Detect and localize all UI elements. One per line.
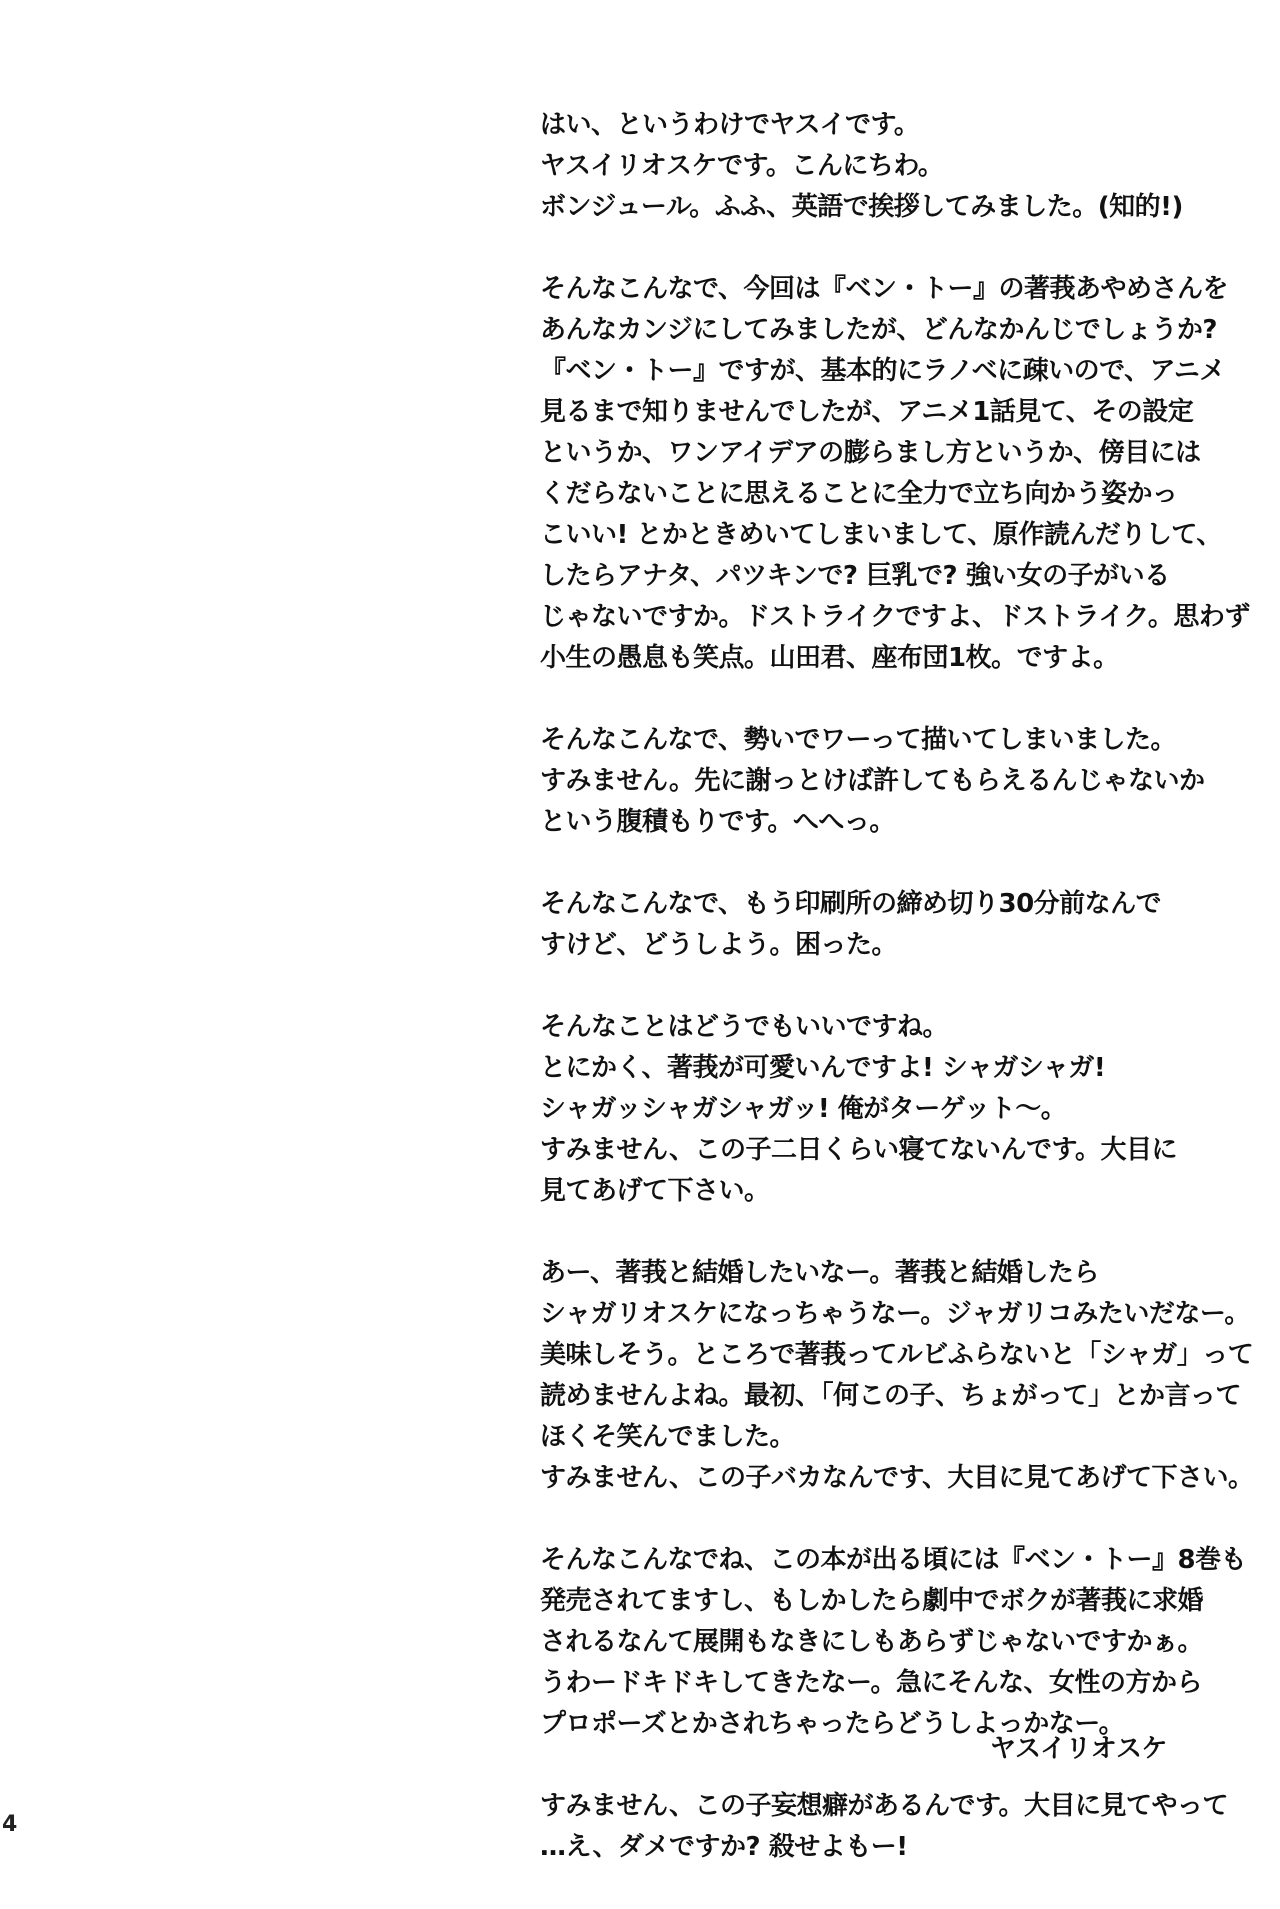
text-line: くだらないことに思えることに全力で立ち向かう姿かっ	[540, 479, 1178, 509]
text-line: プロポーズとかされちゃったらどうしよっかなー。	[540, 1709, 1125, 1739]
text-line: ほくそ笑んでました。	[540, 1422, 796, 1452]
text-line: ボンジュール。ふふ、英語で挨拶してみました。(知的!)	[540, 192, 1183, 222]
text-line: そんなこんなで、今回は『ベン・トー』の著莪あやめさんを	[540, 274, 1228, 304]
text-line: されるなんて展開もなきにしもあらずじゃないですかぁ。	[540, 1627, 1204, 1657]
text-line: という腹積もりです。へへっ。	[540, 807, 895, 837]
paragraph	[540, 1540, 1247, 1745]
text-line: すみません。先に謝っとけば許してもらえるんじゃないか	[540, 766, 1205, 796]
text-line: ヤスイリオスケです。こんにちわ。	[540, 151, 944, 181]
paragraph	[540, 1253, 1254, 1499]
text-line: 発売されてますし、もしかしたら劇中でボクが著莪に求婚	[540, 1586, 1204, 1616]
text-line: すみません、この子二日くらい寝てないんです。大目に	[540, 1135, 1177, 1165]
text-line: 美味しそう。ところで著莪ってルビふらないと「シャガ」って	[540, 1340, 1254, 1370]
text-line: 『ベン・トー』ですが、基本的にラノベに疎いので、アニメ	[540, 356, 1225, 386]
text-line: というか、ワンアイデアの膨らまし方というか、傍目には	[540, 438, 1201, 468]
text-line: あんなカンジにしてみましたが、どんなかんじでしょうか?	[540, 315, 1217, 345]
text-line: すけど、どうしよう。困った。	[540, 930, 898, 960]
text-line: 見てあげて下さい。	[540, 1176, 770, 1206]
text-line: すみません、この子バカなんです、大目に見てあげて下さい。	[540, 1463, 1254, 1493]
paragraph	[540, 884, 1200, 966]
afterword-text	[540, 105, 1254, 1909]
paragraph	[540, 1007, 1200, 1212]
text-line: とにかく、著莪が可愛いんですよ! シャガシャガ!	[540, 1053, 1106, 1083]
text-line: …え、ダメですか? 殺せよもー!	[540, 1832, 908, 1862]
text-line: そんなこんなで、もう印刷所の締め切り30分前なんで	[540, 889, 1162, 919]
text-line: そんなこんなで、勢いでワーって描いてしまいました。	[540, 725, 1176, 755]
text-line: シャガッシャガシャガッ! 俺がターゲット〜。	[540, 1094, 1067, 1124]
text-line: そんなこんなでね、この本が出る頃には『ベン・トー』8巻も	[540, 1545, 1247, 1575]
text-line: したらアナタ、パツキンで? 巨乳で? 強い女の子がいる	[540, 561, 1170, 591]
text-line: 小生の愚息も笑点。山田君、座布団1枚。ですよ。	[540, 643, 1119, 673]
text-line: 見るまで知りませんでしたが、アニメ1話見て、その設定	[540, 397, 1194, 427]
page-number: 4	[2, 1812, 18, 1837]
paragraph	[540, 1786, 1228, 1868]
text-line: シャガリオスケになっちゃうなー。ジャガリコみたいだなー。	[540, 1299, 1250, 1329]
text-line: 読めませんよね。最初、「何この子、ちょがって」とか言って	[540, 1381, 1242, 1411]
author-signature: ヤスイリオスケ	[990, 1734, 1167, 1764]
text-line: そんなことはどうでもいいですね。	[540, 1012, 949, 1042]
text-line: うわードキドキしてきたなー。急にそんな、女性の方から	[540, 1668, 1202, 1698]
paragraph	[540, 269, 1250, 679]
text-line: こいい! とかときめいてしまいまして、原作読んだりして、	[540, 520, 1222, 550]
text-line: すみません、この子妄想癖があるんです。大目に見てやって	[540, 1791, 1228, 1821]
paragraph	[540, 720, 1205, 843]
text-line: じゃないですか。ドストライクですよ、ドストライク。思わず	[540, 602, 1250, 632]
paragraph	[540, 105, 1200, 228]
text-line: あー、著莪と結婚したいなー。著莪と結婚したら	[540, 1258, 1099, 1288]
text-line: はい、というわけでヤスイです。	[540, 110, 920, 140]
